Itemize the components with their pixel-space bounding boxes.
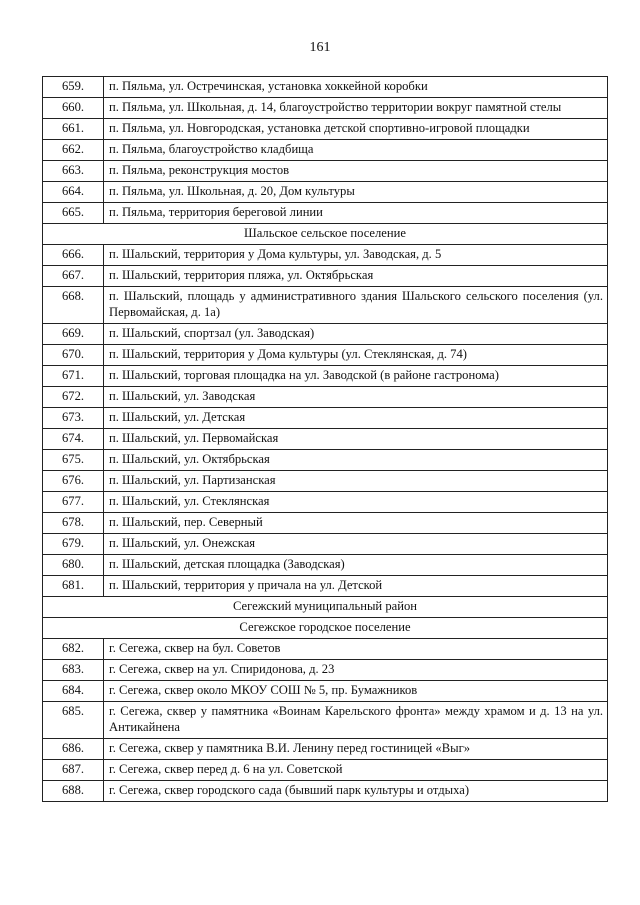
table-row xyxy=(43,701,608,738)
row-number: 667. xyxy=(43,265,104,286)
row-number: 680. xyxy=(43,555,104,576)
row-number: 668. xyxy=(43,286,104,323)
table-row xyxy=(43,345,608,366)
section-header-row xyxy=(43,224,608,245)
section-title: Шальское сельское поселение xyxy=(43,224,608,245)
table-row xyxy=(43,98,608,119)
row-number: 685. xyxy=(43,701,104,738)
row-description: п. Шальский, ул. Стеклянская xyxy=(104,492,608,513)
table-row xyxy=(43,286,608,323)
row-description: п. Шальский, площадь у административного здания Шальского сельского поселения (ул. Первомайская, д. 1а) xyxy=(104,286,608,323)
row-number: 674. xyxy=(43,429,104,450)
table-row xyxy=(43,638,608,659)
row-number: 665. xyxy=(43,203,104,224)
row-number: 687. xyxy=(43,760,104,781)
table-row xyxy=(43,739,608,760)
row-number: 683. xyxy=(43,659,104,680)
table-row xyxy=(43,408,608,429)
row-number: 682. xyxy=(43,638,104,659)
table-row xyxy=(43,387,608,408)
row-number: 670. xyxy=(43,345,104,366)
row-number: 681. xyxy=(43,576,104,597)
registry-table-body xyxy=(43,77,608,802)
table-row xyxy=(43,555,608,576)
row-description: п. Шальский, ул. Партизанская xyxy=(104,471,608,492)
row-number: 672. xyxy=(43,387,104,408)
row-description: п. Пяльма, ул. Школьная, д. 14, благоустройство территории вокруг памятной стелы xyxy=(104,98,608,119)
row-description: г. Сегежа, сквер у памятника В.И. Ленину перед гостиницей «Выг» xyxy=(104,739,608,760)
table-row xyxy=(43,161,608,182)
table-row xyxy=(43,471,608,492)
table-row xyxy=(43,324,608,345)
table-row xyxy=(43,680,608,701)
row-description: п. Пяльма, благоустройство кладбища xyxy=(104,140,608,161)
table-row xyxy=(43,77,608,98)
page-number: 161 xyxy=(309,40,331,55)
table-row xyxy=(43,760,608,781)
row-description: п. Пяльма, ул. Остречинская, установка хоккейной коробки xyxy=(104,77,608,98)
section-title: Сегежский муниципальный район xyxy=(43,597,608,618)
table-row xyxy=(43,366,608,387)
table-row xyxy=(43,576,608,597)
row-description: п. Пяльма, территория береговой линии xyxy=(104,203,608,224)
row-description: п. Шальский, территория у Дома культуры, ул. Заводская, д. 5 xyxy=(104,244,608,265)
table-row xyxy=(43,781,608,802)
row-description: п. Пяльма, реконструкция мостов xyxy=(104,161,608,182)
table-row xyxy=(43,140,608,161)
table-row xyxy=(43,119,608,140)
row-description: п. Шальский, спортзал (ул. Заводская) xyxy=(104,324,608,345)
row-number: 673. xyxy=(43,408,104,429)
row-description: п. Шальский, детская площадка (Заводская) xyxy=(104,555,608,576)
row-description: г. Сегежа, сквер городского сада (бывший парк культуры и отдыха) xyxy=(104,781,608,802)
table-row xyxy=(43,513,608,534)
table-row xyxy=(43,659,608,680)
section-title: Сегежское городское поселение xyxy=(43,617,608,638)
row-description: г. Сегежа, сквер перед д. 6 на ул. Советской xyxy=(104,760,608,781)
row-number: 676. xyxy=(43,471,104,492)
row-number: 663. xyxy=(43,161,104,182)
row-number: 684. xyxy=(43,680,104,701)
table-row xyxy=(43,429,608,450)
row-description: п. Шальский, ул. Онежская xyxy=(104,534,608,555)
row-number: 671. xyxy=(43,366,104,387)
row-description: п. Шальский, торговая площадка на ул. Заводской (в районе гастронома) xyxy=(104,366,608,387)
row-description: г. Сегежа, сквер у памятника «Воинам Карельского фронта» между храмом и д. 13 на ул. Антикайнена xyxy=(104,701,608,738)
section-header-row xyxy=(43,597,608,618)
row-description: г. Сегежа, сквер около МКОУ СОШ № 5, пр. Бумажников xyxy=(104,680,608,701)
row-description: п. Шальский, ул. Первомайская xyxy=(104,429,608,450)
row-description: п. Шальский, территория у Дома культуры (ул. Стеклянская, д. 74) xyxy=(104,345,608,366)
row-number: 661. xyxy=(43,119,104,140)
row-number: 662. xyxy=(43,140,104,161)
row-description: п. Шальский, ул. Заводская xyxy=(104,387,608,408)
registry-table xyxy=(42,76,608,802)
row-description: п. Пяльма, ул. Школьная, д. 20, Дом культуры xyxy=(104,182,608,203)
row-number: 660. xyxy=(43,98,104,119)
row-number: 677. xyxy=(43,492,104,513)
row-number: 678. xyxy=(43,513,104,534)
row-description: п. Шальский, территория у причала на ул. Детской xyxy=(104,576,608,597)
row-description: п. Шальский, пер. Северный xyxy=(104,513,608,534)
row-number: 664. xyxy=(43,182,104,203)
row-number: 675. xyxy=(43,450,104,471)
row-description: п. Шальский, ул. Октябрьская xyxy=(104,450,608,471)
table-row xyxy=(43,492,608,513)
row-description: п. Шальский, территория пляжа, ул. Октябрьская xyxy=(104,265,608,286)
table-row xyxy=(43,265,608,286)
row-description: п. Пяльма, ул. Новгородская, установка детской спортивно-игровой площадки xyxy=(104,119,608,140)
row-description: г. Сегежа, сквер на ул. Спиридонова, д. 23 xyxy=(104,659,608,680)
table-row xyxy=(43,450,608,471)
table-row xyxy=(43,534,608,555)
row-number: 666. xyxy=(43,244,104,265)
row-number: 669. xyxy=(43,324,104,345)
row-number: 679. xyxy=(43,534,104,555)
row-number: 686. xyxy=(43,739,104,760)
table-row xyxy=(43,182,608,203)
row-description: п. Шальский, ул. Детская xyxy=(104,408,608,429)
table-row xyxy=(43,244,608,265)
table-row xyxy=(43,203,608,224)
row-number: 688. xyxy=(43,781,104,802)
section-header-row xyxy=(43,617,608,638)
row-description: г. Сегежа, сквер на бул. Советов xyxy=(104,638,608,659)
row-number: 659. xyxy=(43,77,104,98)
